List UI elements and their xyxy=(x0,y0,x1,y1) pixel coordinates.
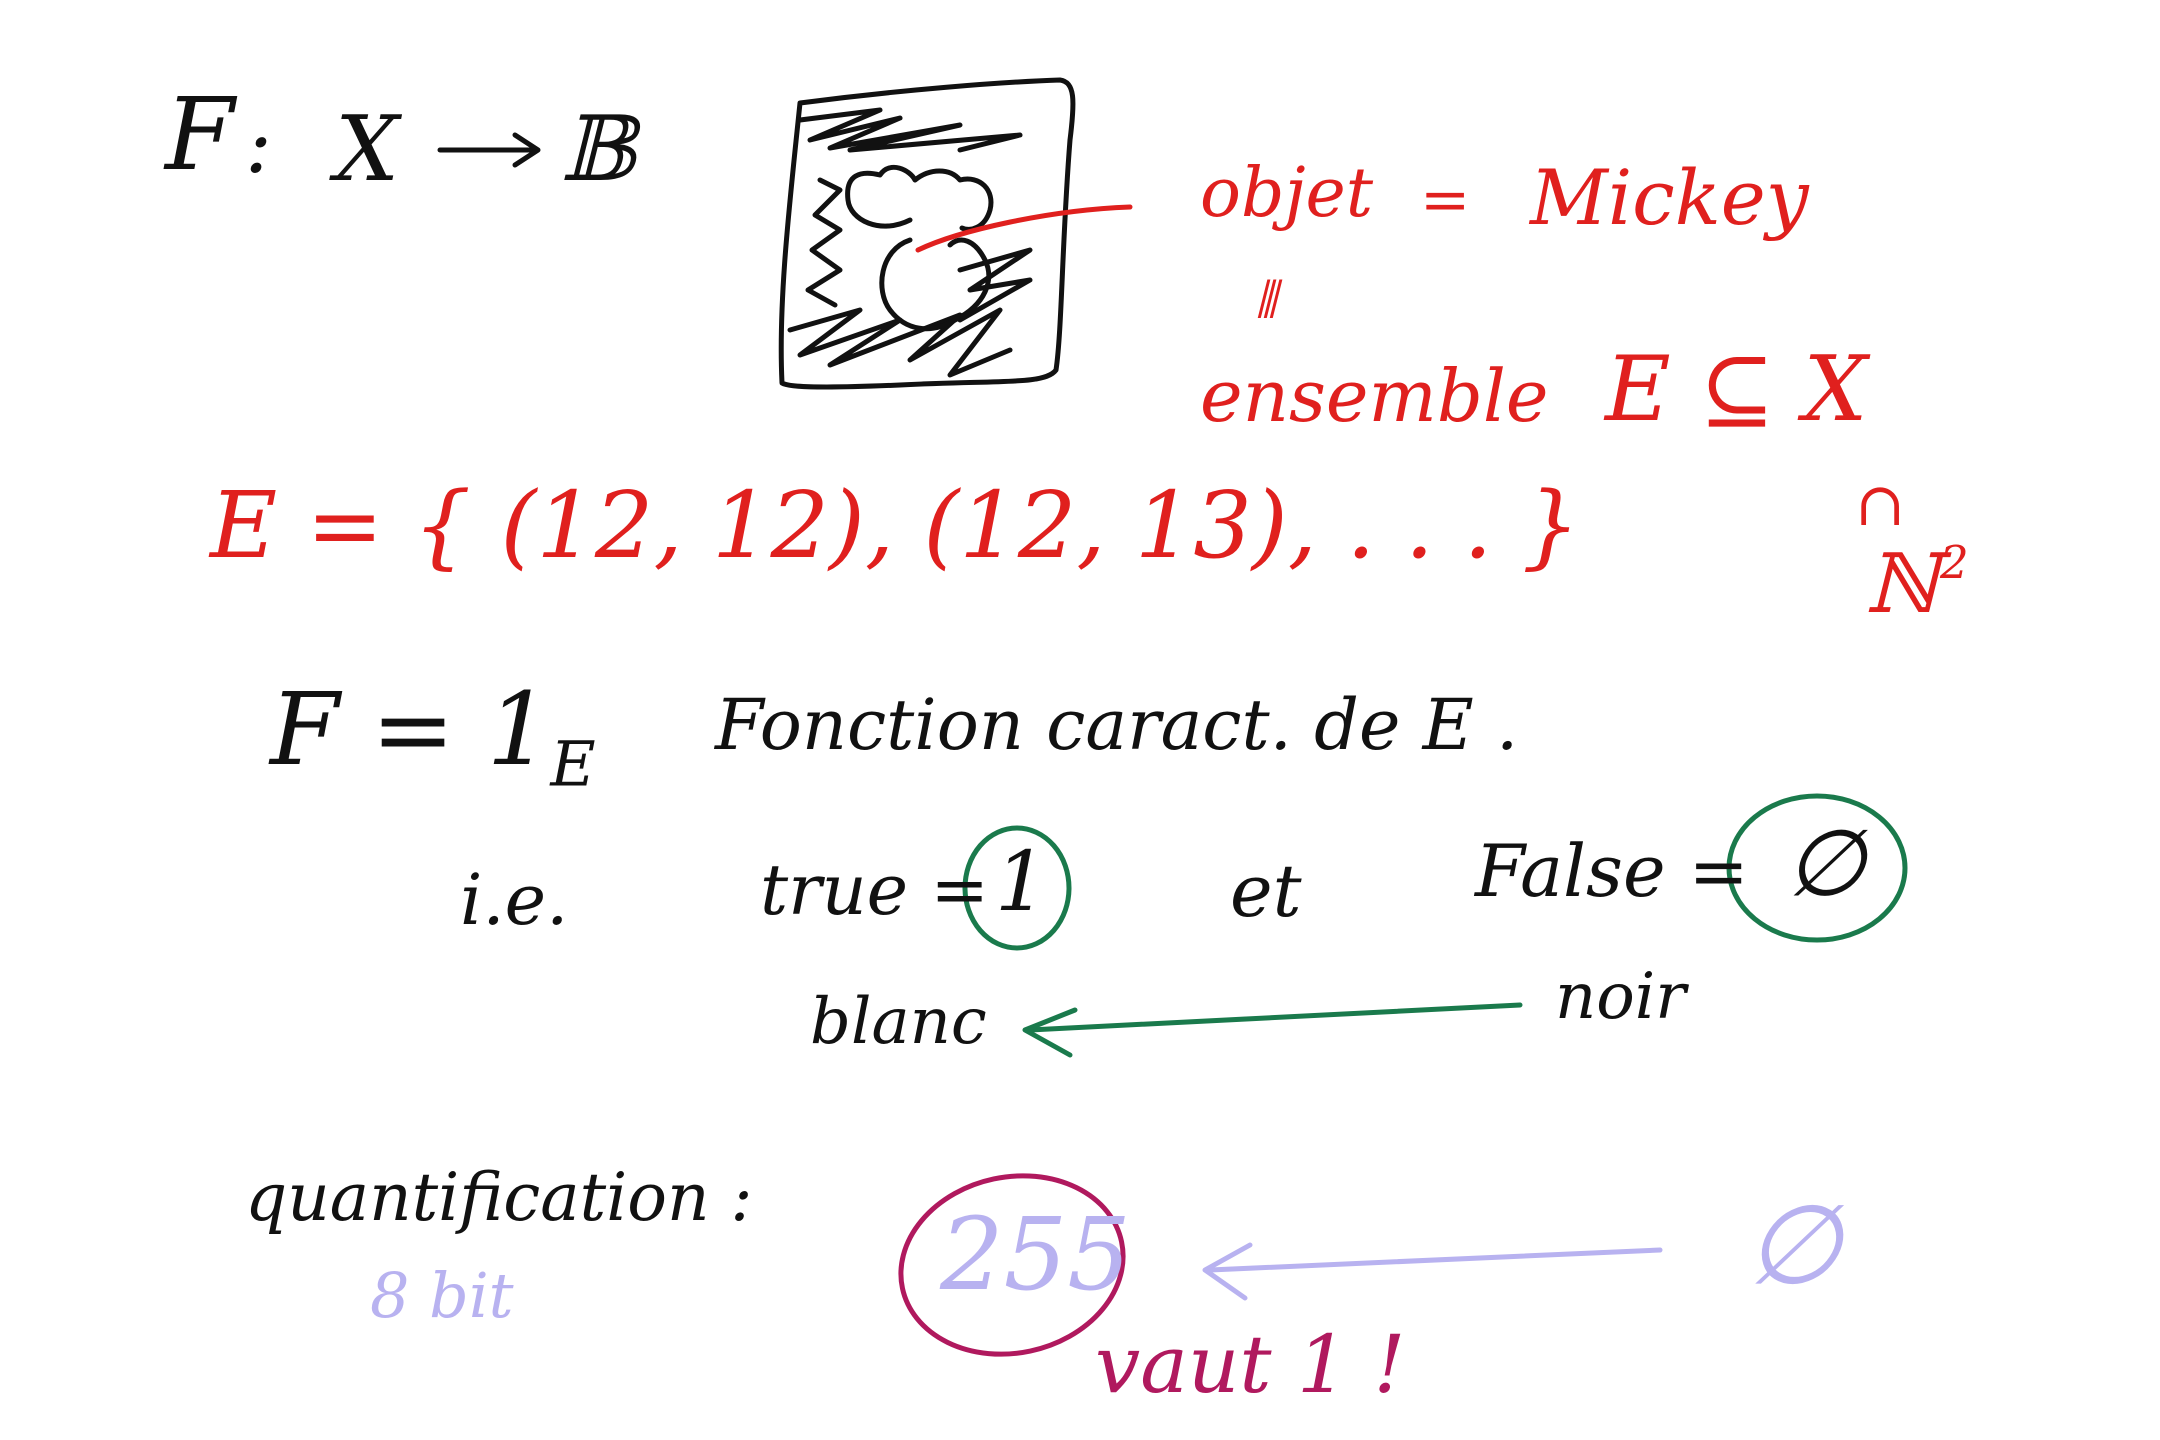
noir-to-blanc-arrow xyxy=(1030,1005,1520,1030)
quantification-label: quantification : xyxy=(245,1159,753,1236)
n-squared-base: ℕ xyxy=(1865,536,1940,632)
function-domain: X xyxy=(335,97,400,202)
subset-mark: ∩ xyxy=(1855,470,1906,540)
value-note: vaut 1 ! xyxy=(1095,1318,1406,1411)
equivalence-mark: ⫴ xyxy=(1255,271,1276,329)
value-zero: ∅ xyxy=(1745,1181,1841,1309)
and-word: et xyxy=(1230,849,1302,933)
white-label: blanc xyxy=(810,985,987,1059)
frame-hatching-top xyxy=(800,110,1020,150)
object-equals: = xyxy=(1420,165,1471,235)
true-value: 1 xyxy=(995,835,1048,930)
mickey-head xyxy=(848,167,991,229)
function-name: F xyxy=(165,76,235,193)
zero-to-255-arrow xyxy=(1210,1250,1660,1270)
picture-frame xyxy=(781,80,1073,387)
indicator-description: Fonction caract. de E . xyxy=(715,684,1519,766)
set-definition: E = { (12, 12), (12, 13), . . . } xyxy=(210,472,1581,579)
frame-hatching-left xyxy=(808,180,840,305)
indicator-function xyxy=(270,671,596,801)
noir-to-blanc-arrowhead xyxy=(1025,1010,1075,1055)
indicator-lhs: F = 1 xyxy=(270,671,551,788)
bit-depth: 8 bit xyxy=(370,1259,514,1332)
function-codomain: 𝔹 xyxy=(560,97,637,202)
n-squared xyxy=(1865,536,1969,632)
value-255: 255 xyxy=(940,1196,1131,1313)
set-relation: E ⊆ X xyxy=(1605,337,1868,442)
set-label: ensemble xyxy=(1200,354,1549,438)
function-colon: : xyxy=(245,98,272,191)
false-value: ∅ xyxy=(1785,810,1866,917)
object-label: objet xyxy=(1200,154,1374,233)
false-label: False = xyxy=(1475,829,1749,913)
true-label: true = xyxy=(760,849,990,931)
indicator-subscript: E xyxy=(550,727,596,801)
black-label: noir xyxy=(1555,960,1686,1034)
ie-abbrev: i.e. xyxy=(460,859,569,941)
object-name: Mickey xyxy=(1530,153,1809,242)
n-squared-exponent: 2 xyxy=(1939,536,1969,589)
